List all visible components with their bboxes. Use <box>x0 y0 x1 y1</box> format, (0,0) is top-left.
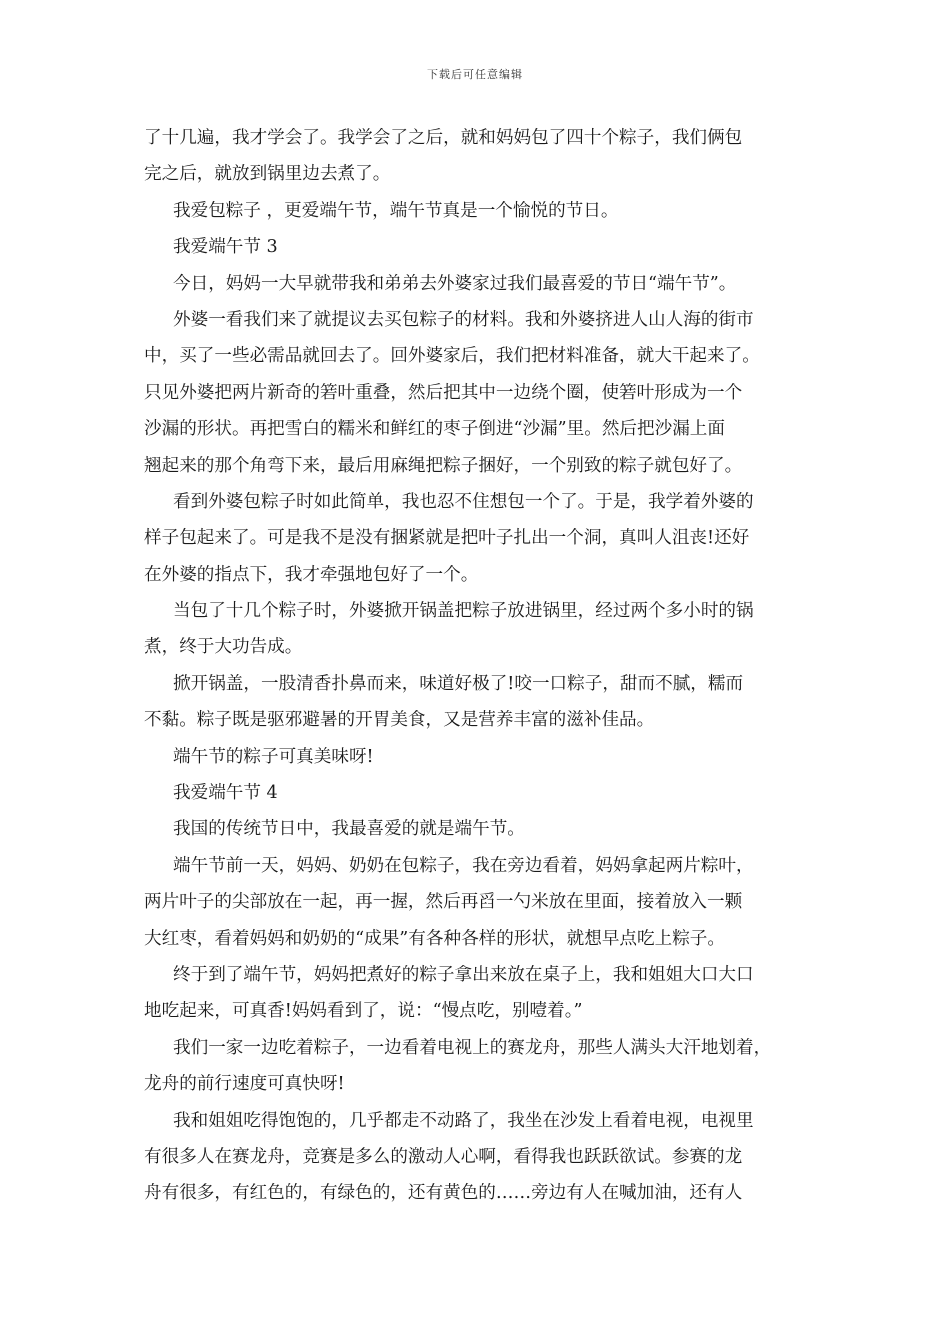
text-line: 中，买了一些必需品就回去了。回外婆家后，我们把材料准备，就大干起来了。 <box>144 346 760 367</box>
text-line: 翘起来的那个角弯下来，最后用麻绳把粽子捆好，一个别致的粽子就包好了。 <box>144 455 743 476</box>
text-line: 今日，妈妈一大早就带我和弟弟去外婆家过我们最喜爱的节日“端午节”。 <box>173 273 737 294</box>
text-line: 完之后，就放到锅里边去煮了。 <box>144 164 391 185</box>
text-line: 两片叶子的尖部放在一起，再一握，然后再舀一勺米放在里面，接着放入一颗 <box>144 892 743 913</box>
text-line: 端午节的粽子可真美味呀! <box>173 746 374 767</box>
text-line: 我爱包粽子 ，更爱端午节，端午节真是一个愉悦的节日。 <box>173 200 619 221</box>
text-line: 不黏。粽子既是驱邪避暑的开胃美食，又是营养丰富的滋补佳品。 <box>144 710 655 731</box>
text-line: 当包了十几个粽子时，外婆掀开锅盖把粽子放进锅里，经过两个多小时的锅 <box>173 601 754 622</box>
text-line: 只见外婆把两片新奇的箬叶重叠，然后把其中一边绕个圈，使箬叶形成为一个 <box>144 382 743 403</box>
text-line: 了十几遍，我才学会了。我学会了之后，就和妈妈包了四十个粽子，我们俩包 <box>144 128 743 148</box>
text-line: 沙漏的形状。再把雪白的糯米和鲜红的枣子倒进“沙漏”里。然后把沙漏上面 <box>144 419 725 440</box>
document-body <box>144 120 824 1212</box>
text-line: 在外婆的指点下，我才牵强地包好了一个。 <box>144 564 479 585</box>
text-line: 外婆一看我们来了就提议去买包粽子的材料。我和外婆挤进人山人海的街市 <box>173 309 754 330</box>
text-line: 我国的传统节日中，我最喜爱的就是端午节。 <box>173 819 525 840</box>
page-header-note: 下载后可任意编辑 <box>427 68 523 81</box>
text-line: 看到外婆包粽子时如此简单，我也忍不住想包一个了。于是，我学着外婆的 <box>173 491 754 512</box>
text-line: 我们一家一边吃着粽子，一边看着电视上的赛龙舟，那些人满头大汗地划着， <box>173 1037 772 1058</box>
text-line: 端午节前一天，妈妈、奶奶在包粽子，我在旁边看着，妈妈拿起两片粽叶， <box>173 855 754 876</box>
text-line: 地吃起来，可真香!妈妈看到了，说：“慢点吃，别噎着。” <box>144 1001 583 1022</box>
text-line: 我爱端午节 3 <box>173 237 278 258</box>
text-line: 有很多人在赛龙舟，竞赛是多么的激动人心啊，看得我也跃跃欲试。参赛的龙 <box>144 1146 743 1167</box>
text-line: 我和姐姐吃得饱饱的，几乎都走不动路了，我坐在沙发上看着电视，电视里 <box>173 1110 754 1131</box>
text-line: 舟有很多，有红色的，有绿色的，还有黄色的……旁边有人在喊加油，还有人 <box>144 1183 743 1204</box>
text-line: 样子包起来了。可是我不是没有捆紧就是把叶子扎出一个洞，真叫人沮丧!还好 <box>144 528 750 549</box>
text-line: 我爱端午节 4 <box>173 783 278 804</box>
text-line: 掀开锅盖，一股清香扑鼻而来，味道好极了!咬一口粽子，甜而不腻，糯而 <box>173 673 744 694</box>
text-line: 龙舟的前行速度可真快呀! <box>144 1074 345 1095</box>
text-line: 煮，终于大功告成。 <box>144 637 303 658</box>
text-line: 终于到了端午节，妈妈把煮好的粽子拿出来放在桌子上，我和姐姐大口大口 <box>173 964 754 985</box>
text-line: 大红枣，看着妈妈和奶奶的“成果”有各种各样的形状，就想早点吃上粽子。 <box>144 928 725 949</box>
